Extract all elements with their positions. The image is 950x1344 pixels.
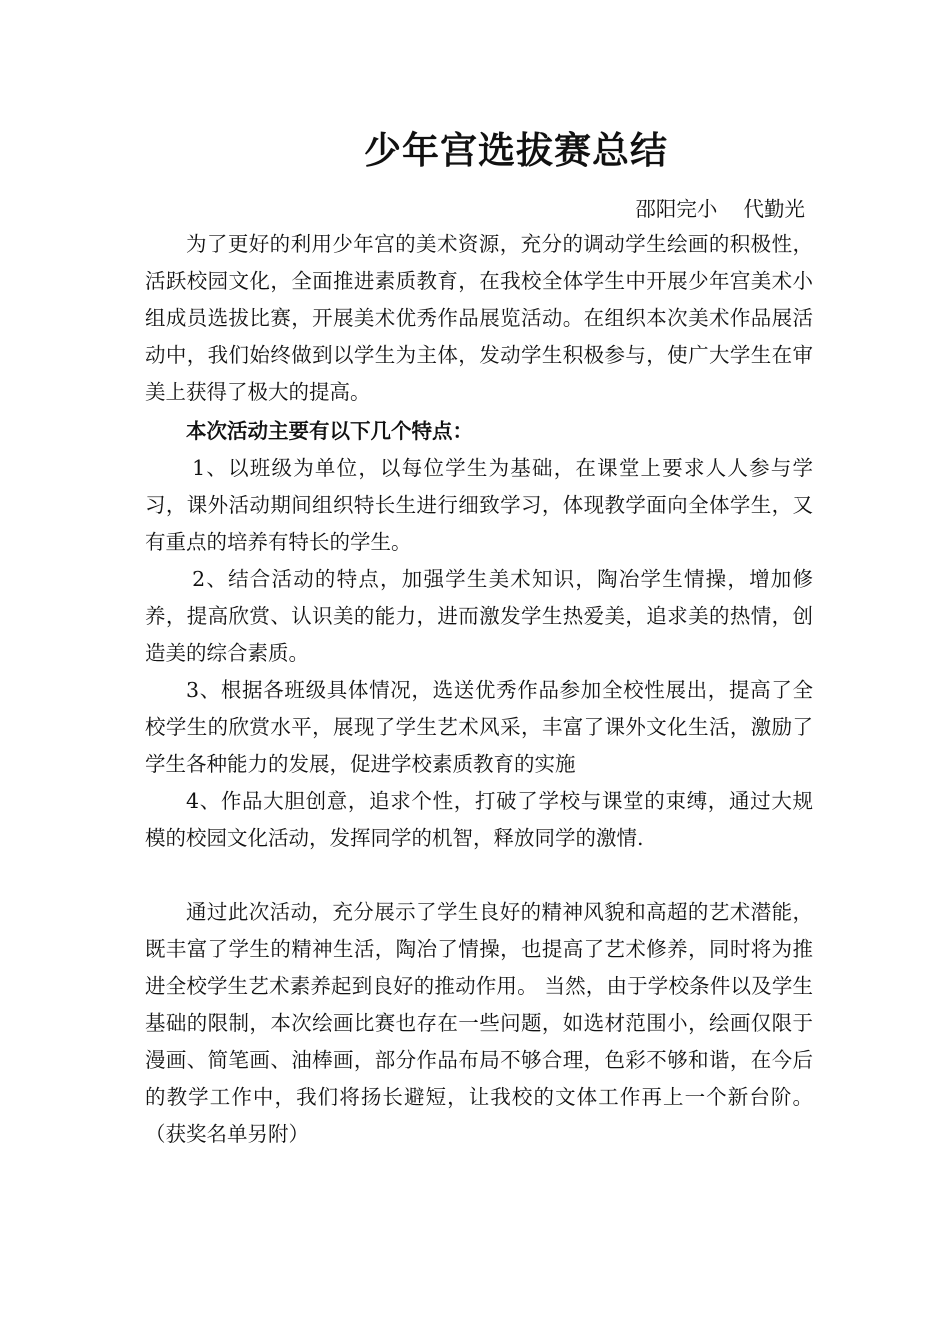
feature-paragraph-2: 2、结合活动的特点，加强学生美术知识，陶冶学生情操，增加修养，提高欣赏、认识美的能力，进而激发学生热爱美，追求美的热情，创造美的综合素质。: [145, 567, 813, 665]
author-line: 邵阳完小 代勤光: [635, 197, 805, 221]
blank-line: [145, 857, 813, 894]
document-body: [145, 226, 813, 1153]
conclusion-paragraph: 通过此次活动，充分展示了学生良好的精神风貌和高超的艺术潜能，既丰富了学生的精神生活，陶冶了情操，也提高了艺术修养，同时将为推进全校学生艺术素养起到良好的推动作用。 当然，由于学校条件以及学生基础的限制，本次绘画比赛也存在一些问题，如选材范围小，绘画仅限于漫画、简笔画、油棒画，部分作品布局不够合理，色彩不够和谐，在今后的教学工作中，我们将扬长避短，让我校的文体工作再上一个新台阶。 （获奖名单另附）: [145, 900, 813, 1146]
document-title: 少年宫选拔赛总结: [364, 128, 668, 172]
intro-paragraph: 为了更好的利用少年宫的美术资源，充分的调动学生绘画的积极性，活跃校园文化，全面推进素质教育，在我校全体学生中开展少年宫美术小组成员选拔比赛，开展美术优秀作品展览活动。在组织本次美术作品展活动中，我们始终做到以学生为主体，发动学生积极参与，使广大学生在审美上获得了极大的提高。: [145, 232, 813, 404]
feature-paragraph-1: 1、以班级为单位，以每位学生为基础，在课堂上要求人人参与学习，课外活动期间组织特长生进行细致学习，体现教学面向全体学生，又有重点的培养有特长的学生。: [145, 456, 813, 554]
feature-paragraph-3: 3、根据各班级具体情况，选送优秀作品参加全校性展出，提高了全校学生的欣赏水平，展现了学生艺术风采，丰富了课外文化生活，激励了学生各种能力的发展，促进学校素质教育的实施: [145, 678, 813, 776]
feature-paragraph-4: 4、作品大胆创意，追求个性，打破了学校与课堂的束缚，通过大规模的校园文化活动，发挥同学的机智，释放同学的激情.: [145, 789, 813, 850]
features-heading: 本次活动主要有以下几个特点：: [186, 419, 473, 443]
